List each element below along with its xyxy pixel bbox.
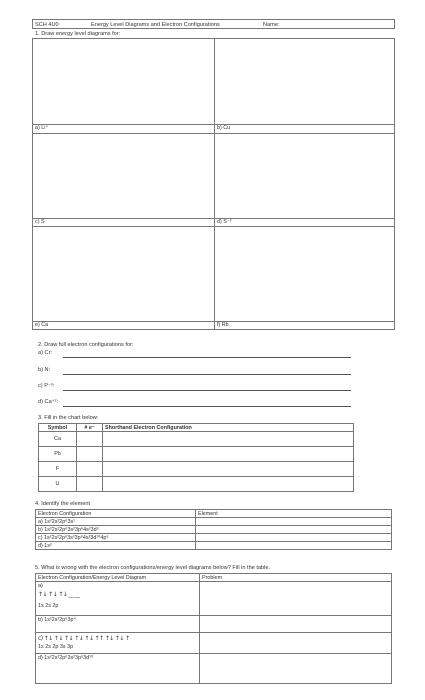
symbol-cell: Ca xyxy=(39,432,77,447)
grid-divider xyxy=(33,133,394,134)
problem-table xyxy=(35,573,392,684)
worksheet-header xyxy=(32,19,395,29)
diagram-a-arrows: ↑↓ ↑↓ ↑↓ __ __ xyxy=(38,591,80,598)
element-cell[interactable] xyxy=(196,526,392,534)
chart-table xyxy=(38,423,354,492)
diagram-a-orbitals: 1s 2s 2p xyxy=(38,603,59,609)
configuration-cell: a) 1s²2s²2p⁶3s¹ xyxy=(36,518,196,526)
header-electrons: # e⁻ xyxy=(77,424,103,432)
worksheet-title: Energy Level Diagrams and Electron Configurations xyxy=(91,21,220,28)
electron-count-cell[interactable] xyxy=(77,432,103,447)
diagram-a-label: a) xyxy=(38,583,43,589)
diagram-cell-d: d) 1s²2s²2p⁶3s²3p⁶3d¹⁰ xyxy=(36,654,200,684)
problem-cell[interactable] xyxy=(200,633,392,654)
problem-cell[interactable] xyxy=(200,616,392,633)
electron-count-cell[interactable] xyxy=(77,462,103,477)
answer-line[interactable] xyxy=(63,406,351,407)
shorthand-cell[interactable] xyxy=(103,477,354,492)
symbol-cell: F xyxy=(39,462,77,477)
header-shorthand: Shorthand Electron Configuration xyxy=(103,424,354,432)
diagram-label-c: c) S xyxy=(35,219,45,225)
diagram-cell-c xyxy=(36,633,200,654)
config-item-ca: d) Ca⁺²: xyxy=(38,399,59,405)
header-diagram: Electron Configuration/Energy Level Diagram xyxy=(36,574,200,582)
diagram-label-f: f) Rb xyxy=(217,322,229,328)
configuration-cell: c) 1s²2s²2p⁶3s²3p⁶4s²3d¹⁰4p⁶ xyxy=(36,534,196,542)
question-1-prompt: 1. Draw energy level diagrams for: xyxy=(35,31,121,37)
shorthand-cell[interactable] xyxy=(103,462,354,477)
header-problem: Problem xyxy=(200,574,392,582)
config-item-cr: a) Cr: xyxy=(38,350,52,356)
question-5-prompt: 5. What is wrong with the electron configurations/energy level diagrams below? Fill in the table. xyxy=(35,565,271,571)
symbol-cell: U xyxy=(39,477,77,492)
answer-line[interactable] xyxy=(63,374,351,375)
configuration-cell: b) 1s²2s²2p⁶3s²3p⁶4s²3d⁵ xyxy=(36,526,196,534)
element-cell[interactable] xyxy=(196,534,392,542)
symbol-cell: Pb xyxy=(39,447,77,462)
electron-count-cell[interactable] xyxy=(77,477,103,492)
configuration-cell: d) 1s² xyxy=(36,542,196,550)
shorthand-cell[interactable] xyxy=(103,432,354,447)
element-cell[interactable] xyxy=(196,542,392,550)
diagram-cell-a xyxy=(36,582,200,616)
question-3-prompt: 3. Fill in the chart below: xyxy=(38,415,99,421)
answer-line[interactable] xyxy=(63,357,351,358)
config-item-p: c) P⁻³: xyxy=(38,383,55,389)
course-code: SCH 4U0 xyxy=(35,21,59,28)
diagram-label-d: d) S⁻² xyxy=(217,219,232,225)
shorthand-cell[interactable] xyxy=(103,447,354,462)
header-configuration: Electron Configuration xyxy=(36,510,196,518)
header-symbol: Symbol xyxy=(39,424,77,432)
answer-line[interactable] xyxy=(63,390,351,391)
diagram-c-orbitals: 1s 2s 2p 3s 3p xyxy=(38,644,74,650)
diagram-cell-b: b) 1s²2s²2p⁶3p⁴ xyxy=(36,616,200,633)
diagram-c-arrows: c) ↑↓ ↑↓ ↑↓ ↑↓ ↑↓ ↑↑ ↑↓ ↑↓ ↑ xyxy=(38,635,130,642)
grid-divider xyxy=(33,321,394,322)
config-item-n: b) N: xyxy=(38,367,51,373)
name-label: Name: xyxy=(263,21,280,28)
question-2-prompt: 2. Draw full electron configurations for: xyxy=(38,342,134,348)
problem-cell[interactable] xyxy=(200,654,392,684)
header-element: Element xyxy=(196,510,392,518)
diagram-label-e: e) Ca xyxy=(35,322,49,328)
grid-divider xyxy=(33,226,394,227)
element-cell[interactable] xyxy=(196,518,392,526)
problem-cell[interactable] xyxy=(200,582,392,616)
electron-count-cell[interactable] xyxy=(77,447,103,462)
grid-divider-vertical xyxy=(214,39,215,329)
question-4-prompt: 4. Identify the element xyxy=(35,501,91,507)
grid-divider xyxy=(33,218,394,219)
energy-diagram-grid xyxy=(32,38,395,330)
diagram-label-a: a) Li⁺ xyxy=(35,125,49,131)
grid-divider xyxy=(33,124,394,125)
diagram-label-b: b) Cu xyxy=(217,125,231,131)
identify-table xyxy=(35,509,392,550)
